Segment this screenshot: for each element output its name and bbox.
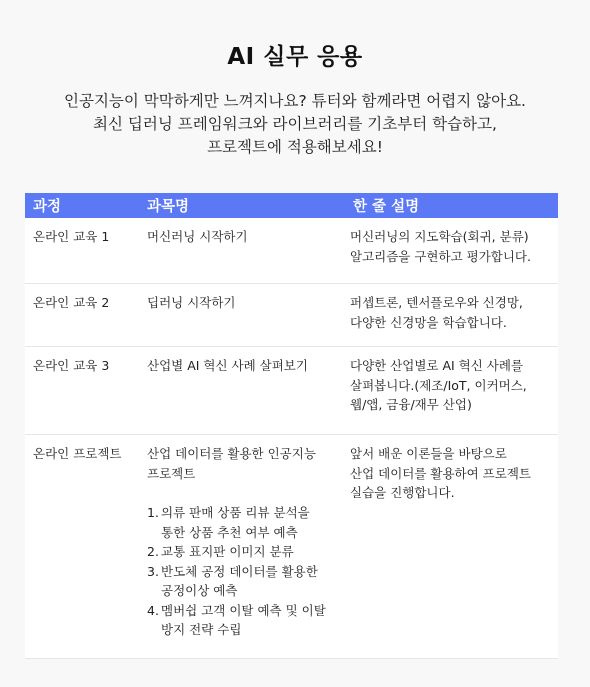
list-item bbox=[147, 542, 334, 562]
table-row bbox=[25, 284, 558, 347]
description-cell bbox=[340, 218, 558, 283]
subject-name: 프로젝트 bbox=[147, 465, 196, 481]
table-row bbox=[25, 435, 558, 659]
course-name: 온라인 교육 1 bbox=[33, 229, 110, 244]
table-header bbox=[25, 193, 558, 218]
header-subject: 과목명 bbox=[147, 199, 190, 215]
subject-name: 산업 데이터를 활용한 인공지능 bbox=[147, 446, 316, 461]
subject-name: 머신러닝 시작하기 bbox=[147, 229, 248, 244]
subject-name: 딥러닝 시작하기 bbox=[147, 295, 236, 310]
list-item-text: 통한 상품 추천 여부 예측 bbox=[161, 524, 298, 540]
subject-cell bbox=[137, 218, 340, 283]
intro-line: 최신 딥러닝 프레임워크와 라이브러리를 기초부터 학습하고, bbox=[93, 115, 497, 133]
description-line: 웹/앱, 금융/재무 산업) bbox=[350, 397, 472, 412]
description-line: 산업 데이터를 활용하여 프로젝트 bbox=[350, 465, 531, 481]
description-line: 실습을 진행합니다. bbox=[350, 485, 455, 500]
description-line: 앞서 배운 이론들을 바탕으로 bbox=[350, 446, 507, 461]
description-line: 다양한 산업별로 AI 혁신 사례를 bbox=[350, 358, 524, 373]
description-cell bbox=[340, 284, 558, 346]
list-item-text: 의류 판매 상품 리뷰 분석을 bbox=[161, 505, 310, 520]
intro-line: 프로젝트에 적용해보세요! bbox=[207, 138, 383, 156]
list-item-text: 방지 전략 수립 bbox=[161, 622, 242, 637]
table-row bbox=[25, 218, 558, 284]
list-item bbox=[147, 503, 334, 542]
subject-cell bbox=[137, 435, 340, 658]
curriculum-table bbox=[25, 193, 558, 659]
list-item-text: 교통 표지판 이미지 분류 bbox=[161, 544, 294, 559]
description-cell bbox=[340, 435, 558, 658]
subject-cell bbox=[137, 284, 340, 346]
course-name: 온라인 교육 3 bbox=[33, 358, 110, 373]
list-item bbox=[147, 601, 334, 640]
page-title: AI 실무 응용 bbox=[227, 44, 363, 70]
subject-name: 산업별 AI 혁신 사례 살펴보기 bbox=[147, 358, 308, 373]
description-line: 알고리즘을 구현하고 평가합니다. bbox=[350, 248, 531, 264]
course-cell bbox=[25, 284, 137, 346]
description-line: 머신러닝의 지도학습(회귀, 분류) bbox=[350, 229, 529, 244]
subject-cell bbox=[137, 347, 340, 434]
course-name: 온라인 프로젝트 bbox=[33, 446, 122, 461]
course-cell bbox=[25, 435, 137, 658]
course-name: 온라인 교육 2 bbox=[33, 295, 110, 310]
description-line: 살펴봅니다.(제조/IoT, 이커머스, bbox=[350, 377, 527, 393]
intro-text bbox=[0, 90, 590, 159]
list-item-text: 공정이상 예측 bbox=[161, 583, 238, 598]
description-line: 퍼셉트론, 텐서플로우와 신경망, bbox=[350, 295, 523, 310]
list-number: 3. bbox=[147, 563, 159, 579]
list-item-text: 멤버쉽 고객 이탈 예측 및 이탈 bbox=[161, 602, 326, 618]
project-list bbox=[147, 503, 334, 640]
header-description: 한 줄 설명 bbox=[353, 199, 420, 215]
description-cell bbox=[340, 347, 558, 434]
list-item bbox=[147, 562, 334, 601]
table-row bbox=[25, 347, 558, 435]
course-cell bbox=[25, 347, 137, 434]
header-course: 과정 bbox=[33, 199, 62, 215]
course-cell bbox=[25, 218, 137, 283]
description-line: 다양한 신경망을 학습합니다. bbox=[350, 314, 507, 330]
intro-line: 인공지능이 막막하게만 느껴지나요? 튜터와 함께라면 어렵지 않아요. bbox=[64, 92, 526, 110]
list-number: 2. bbox=[147, 544, 159, 559]
list-number: 1. bbox=[147, 505, 159, 520]
list-item-text: 반도체 공정 데이터를 활용한 bbox=[161, 563, 318, 579]
list-number: 4. bbox=[147, 602, 159, 618]
